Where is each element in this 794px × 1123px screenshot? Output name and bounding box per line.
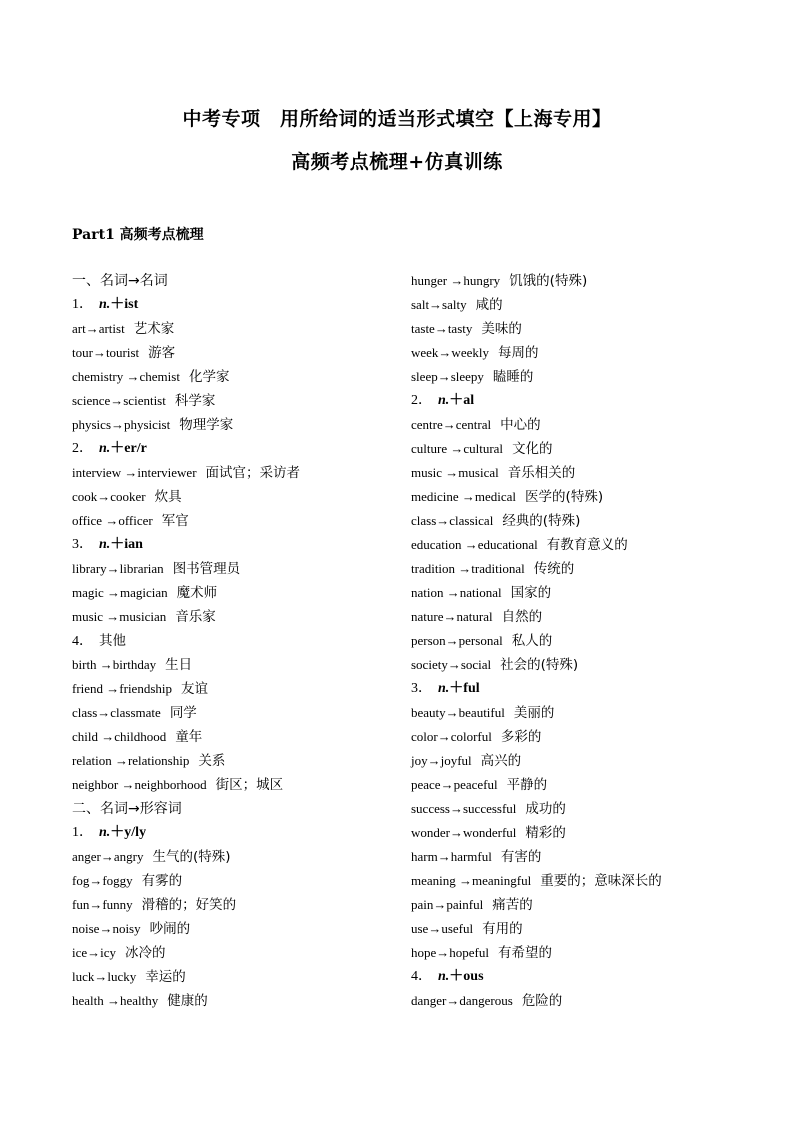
list-item (411, 989, 771, 1013)
word-meaning: 中心的 (500, 417, 541, 433)
list-item (411, 509, 771, 533)
rule-suffix: ＋ian (110, 537, 143, 552)
word-pair: culture →cultural (411, 441, 504, 456)
rule-pos: n. (99, 537, 111, 552)
rule-suffix: ＋ous (449, 969, 484, 984)
word-meaning: 面试官；采访者 (205, 465, 301, 481)
rule-pos: n. (99, 825, 111, 840)
list-item (72, 461, 432, 485)
list-item (411, 869, 771, 893)
list-item (411, 821, 771, 845)
list-item (72, 725, 432, 749)
word-pair: physics→physicist (72, 417, 171, 432)
rule-label: 其他 (99, 633, 126, 649)
word-meaning: 游客 (148, 345, 176, 361)
word-pair: birth →birthday (72, 657, 157, 672)
rule-heading (72, 821, 432, 845)
word-pair: class→classical (411, 513, 494, 528)
rule-number: 2． (72, 441, 93, 456)
word-pair: hope→hopeful (411, 945, 489, 960)
rule-suffix: ＋ist (110, 297, 139, 312)
word-meaning: 化学家 (188, 369, 230, 385)
word-meaning: 有雾的 (141, 873, 183, 889)
list-item (72, 749, 432, 773)
word-pair: peace→peaceful (411, 777, 498, 792)
word-pair: salt→salty (411, 297, 467, 312)
rule-suffix: ＋er/r (110, 441, 147, 456)
list-item (411, 293, 771, 317)
word-meaning: 军官 (161, 513, 189, 529)
word-pair: science→scientist (72, 393, 166, 408)
list-item (72, 989, 432, 1013)
word-meaning: 魔术师 (176, 585, 218, 601)
list-item (72, 581, 432, 605)
list-item (72, 941, 432, 965)
word-pair: society→social (411, 657, 492, 672)
rule-number: 4． (411, 969, 432, 984)
word-pair: tradition →traditional (411, 561, 525, 576)
word-meaning: 音乐家 (175, 609, 216, 625)
word-pair: friend →friendship (72, 681, 173, 696)
word-meaning: 国家的 (510, 585, 552, 601)
right-column (411, 269, 771, 1013)
word-pair: chemistry →chemist (72, 369, 180, 384)
word-pair: music →musician (72, 609, 167, 624)
word-pair: anger→angry (72, 849, 144, 864)
rule-pos: n. (99, 297, 111, 312)
word-meaning: 重要的；意味深长的 (540, 873, 662, 889)
word-pair: centre→central (411, 417, 492, 432)
rule-heading (72, 533, 432, 557)
list-item (411, 437, 771, 461)
word-pair: meaning →meaningful (411, 873, 532, 888)
word-meaning: 冰冷的 (125, 945, 166, 961)
list-item (72, 557, 432, 581)
word-meaning: 关系 (198, 753, 226, 769)
word-pair: art→artist (72, 321, 125, 336)
word-pair: hunger →hungry (411, 273, 501, 288)
rule-suffix: ＋al (449, 393, 475, 408)
word-meaning: 社会的(特殊) (500, 657, 579, 673)
word-meaning: 瞌睡的 (492, 369, 534, 385)
word-meaning: 图书管理员 (172, 561, 241, 577)
word-meaning: 成功的 (525, 801, 566, 817)
rule-pos: n. (438, 969, 450, 984)
word-meaning: 高兴的 (480, 753, 522, 769)
word-pair: nation →national (411, 585, 502, 600)
list-item (72, 773, 432, 797)
word-pair: use→useful (411, 921, 474, 936)
word-meaning: 饥饿的(特殊) (509, 273, 588, 289)
word-meaning: 美丽的 (513, 705, 555, 721)
rule-number: 1． (72, 297, 93, 312)
list-item (72, 701, 432, 725)
document-title: 中考专项 用所给词的适当形式填空【上海专用】 (182, 108, 612, 130)
list-item (411, 773, 771, 797)
word-pair: nature→natural (411, 609, 493, 624)
list-item (411, 893, 771, 917)
list-item (72, 653, 432, 677)
list-item (411, 461, 771, 485)
list-item (411, 605, 771, 629)
word-meaning: 有用的 (482, 921, 523, 937)
word-pair: danger→dangerous (411, 993, 513, 1008)
document-subtitle: 高频考点梳理+仿真训练 (291, 151, 503, 173)
word-pair: library→librarian (72, 561, 164, 576)
word-meaning: 美味的 (481, 321, 522, 337)
list-item (411, 341, 771, 365)
section-heading: 一、名词→名词 (72, 273, 168, 289)
list-item (72, 917, 432, 941)
word-meaning: 痛苦的 (492, 897, 533, 913)
list-item (72, 893, 432, 917)
word-pair: fun→funny (72, 897, 133, 912)
word-meaning: 私人的 (511, 633, 553, 649)
word-meaning: 平静的 (506, 777, 548, 793)
word-meaning: 童年 (175, 729, 203, 745)
word-pair: music →musical (411, 465, 499, 480)
word-pair: fog→foggy (72, 873, 133, 888)
list-item (411, 653, 771, 677)
list-item (72, 869, 432, 893)
rule-number: 3． (72, 537, 93, 552)
word-pair: wonder→wonderful (411, 825, 517, 840)
list-item (72, 677, 432, 701)
list-item (411, 485, 771, 509)
word-meaning: 幸运的 (145, 969, 186, 985)
list-item (72, 509, 432, 533)
list-item (72, 341, 432, 365)
word-pair: luck→lucky (72, 969, 137, 984)
word-pair: harm→harmful (411, 849, 492, 864)
rule-number: 2． (411, 393, 432, 408)
word-pair: taste→tasty (411, 321, 473, 336)
list-item (411, 845, 771, 869)
word-meaning: 街区；城区 (215, 777, 284, 793)
list-item (72, 365, 432, 389)
word-meaning: 文化的 (512, 441, 553, 457)
word-meaning: 友谊 (181, 681, 209, 697)
word-pair: noise→noisy (72, 921, 141, 936)
section-heading: 二、名词→形容词 (72, 801, 182, 817)
list-item (411, 749, 771, 773)
list-item (411, 917, 771, 941)
word-meaning: 有教育意义的 (546, 537, 628, 553)
word-meaning: 生日 (165, 657, 193, 673)
rule-pos: n. (438, 681, 450, 696)
list-item (72, 389, 432, 413)
word-pair: neighbor →neighborhood (72, 777, 207, 792)
word-meaning: 有希望的 (497, 945, 552, 961)
word-meaning: 危险的 (521, 993, 563, 1009)
word-meaning: 同学 (169, 705, 197, 721)
word-pair: ice→icy (72, 945, 117, 960)
word-meaning: 炊具 (154, 489, 182, 505)
word-meaning: 吵闹的 (149, 921, 191, 937)
word-pair: beauty→beautiful (411, 705, 505, 720)
word-pair: cook→cooker (72, 489, 146, 504)
word-meaning: 经典的(特殊) (502, 513, 581, 529)
rule-heading (72, 629, 432, 653)
rule-number: 3． (411, 681, 432, 696)
list-item (411, 269, 771, 293)
word-meaning: 每周的 (497, 345, 539, 361)
rule-heading (72, 437, 432, 461)
list-item (411, 317, 771, 341)
word-meaning: 物理学家 (179, 417, 234, 433)
word-pair: interview →interviewer (72, 465, 197, 480)
list-item (72, 485, 432, 509)
word-pair: tour→tourist (72, 345, 140, 360)
rule-heading (411, 677, 771, 701)
word-pair: class→classmate (72, 705, 161, 720)
list-item (411, 725, 771, 749)
list-item (411, 941, 771, 965)
rule-suffix: ＋ful (449, 681, 480, 696)
word-meaning: 咸的 (475, 297, 503, 313)
word-pair: office →officer (72, 513, 153, 528)
rule-heading (72, 293, 432, 317)
word-meaning: 音乐相关的 (507, 465, 576, 481)
list-item (411, 629, 771, 653)
list-item (411, 365, 771, 389)
list-item (411, 581, 771, 605)
list-item (411, 797, 771, 821)
word-pair: medicine →medical (411, 489, 517, 504)
list-item (72, 965, 432, 989)
word-meaning: 生气的(特殊) (152, 849, 231, 865)
word-meaning: 精彩的 (525, 825, 566, 841)
list-item (72, 317, 432, 341)
word-pair: magic →magician (72, 585, 168, 600)
word-pair: success→successful (411, 801, 517, 816)
word-pair: child →childhood (72, 729, 167, 744)
word-pair: sleep→sleepy (411, 369, 484, 384)
word-meaning: 传统的 (533, 561, 575, 577)
word-meaning: 科学家 (174, 393, 216, 409)
word-pair: color→colorful (411, 729, 492, 744)
word-meaning: 艺术家 (133, 321, 175, 337)
rule-suffix: ＋y/ly (110, 825, 147, 840)
word-pair: pain→painful (411, 897, 484, 912)
list-item (72, 413, 432, 437)
rule-pos: n. (438, 393, 450, 408)
word-pair: education →educational (411, 537, 538, 552)
left-column (72, 269, 432, 1013)
word-pair: joy→joyful (411, 753, 472, 768)
word-meaning: 医学的(特殊) (525, 489, 604, 505)
word-meaning: 健康的 (167, 993, 208, 1009)
list-item (411, 557, 771, 581)
rule-number: 1． (72, 825, 93, 840)
rule-pos: n. (99, 441, 111, 456)
word-pair: week→weekly (411, 345, 489, 360)
list-item (411, 533, 771, 557)
list-item (72, 605, 432, 629)
word-pair: person→personal (411, 633, 503, 648)
part-heading: Part1 高频考点梳理 (72, 227, 204, 243)
word-meaning: 滑稽的；好笑的 (141, 897, 237, 913)
rule-number: 4． (72, 634, 93, 649)
word-meaning: 多彩的 (500, 729, 542, 745)
list-item (411, 701, 771, 725)
word-meaning: 自然的 (501, 609, 543, 625)
word-pair: health →healthy (72, 993, 159, 1008)
rule-heading (411, 389, 771, 413)
rule-heading (411, 965, 771, 989)
list-item (72, 845, 432, 869)
word-pair: relation →relationship (72, 753, 190, 768)
word-meaning: 有害的 (500, 849, 542, 865)
list-item (411, 413, 771, 437)
